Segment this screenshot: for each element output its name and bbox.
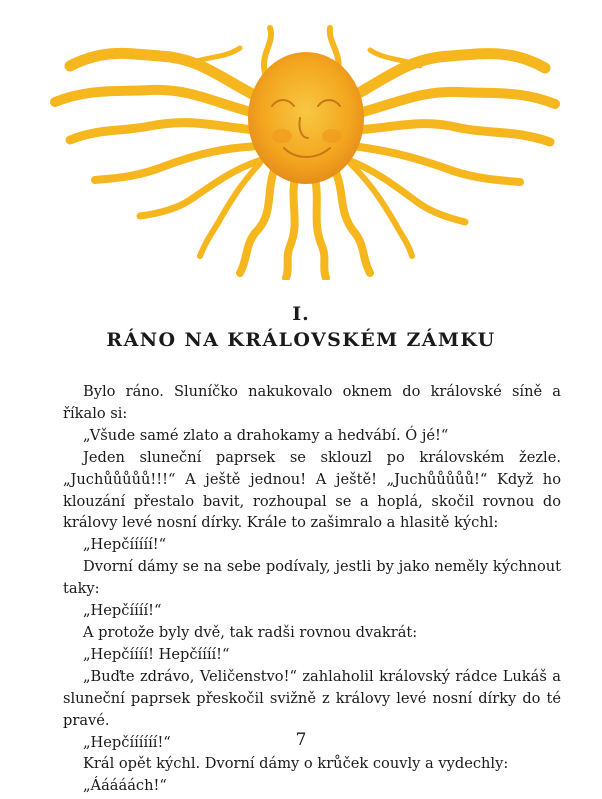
paragraph: Bylo ráno. Sluníčko nakukovalo oknem do královské síně a říkalo si:	[63, 383, 561, 422]
paragraph: A protože byly dvě, tak radši rovnou dvakrát:	[83, 623, 418, 641]
paragraph: „Všude samé zlato a drahokamy a hedvábí. Ó jé!“	[83, 426, 449, 444]
paragraph: „Hepčíííííí!“	[83, 733, 171, 751]
paragraph: Dvorní dámy se na sebe podívaly, jestli by jako neměly kýchnout taky:	[63, 558, 561, 598]
paragraph: „Buďte zdrávo, Veličenstvo!“ zahlaholil královský rádce Lukáš a sluneční paprsek přeskočil svižně z královy levé nosní dírky do té pravé.	[63, 667, 561, 729]
paragraph: Král opět kýchl. Dvorní dámy o krůček couvly a vydechly:	[83, 755, 509, 773]
paragraph: „Hepčííííí!“	[83, 536, 167, 554]
chapter-title: RÁNO NA KRÁLOVSKÉM ZÁMKU	[106, 329, 496, 351]
paragraph: „Hepčíííí! Hepčíííí!“	[83, 645, 230, 663]
page-number: 7	[295, 730, 307, 750]
paragraph: Jeden sluneční paprsek se sklouzl po královském žezle. „Juchůůůůů!!!“ A ještě jednou! A ještě! „Juchůůůůů!“ Když ho klouzání přestalo bavit, rozhoupal se a hoplá, skočil rovnou do královy levé nosní dírky. Krále to zašimralo a hlasitě kýchl:	[63, 448, 561, 532]
chapter-number: I.	[292, 303, 310, 325]
paragraph: „Ááááách!“	[83, 777, 167, 795]
paragraph: „Hepčíííí!“	[83, 602, 162, 620]
smiling-sun-icon	[50, 18, 562, 280]
